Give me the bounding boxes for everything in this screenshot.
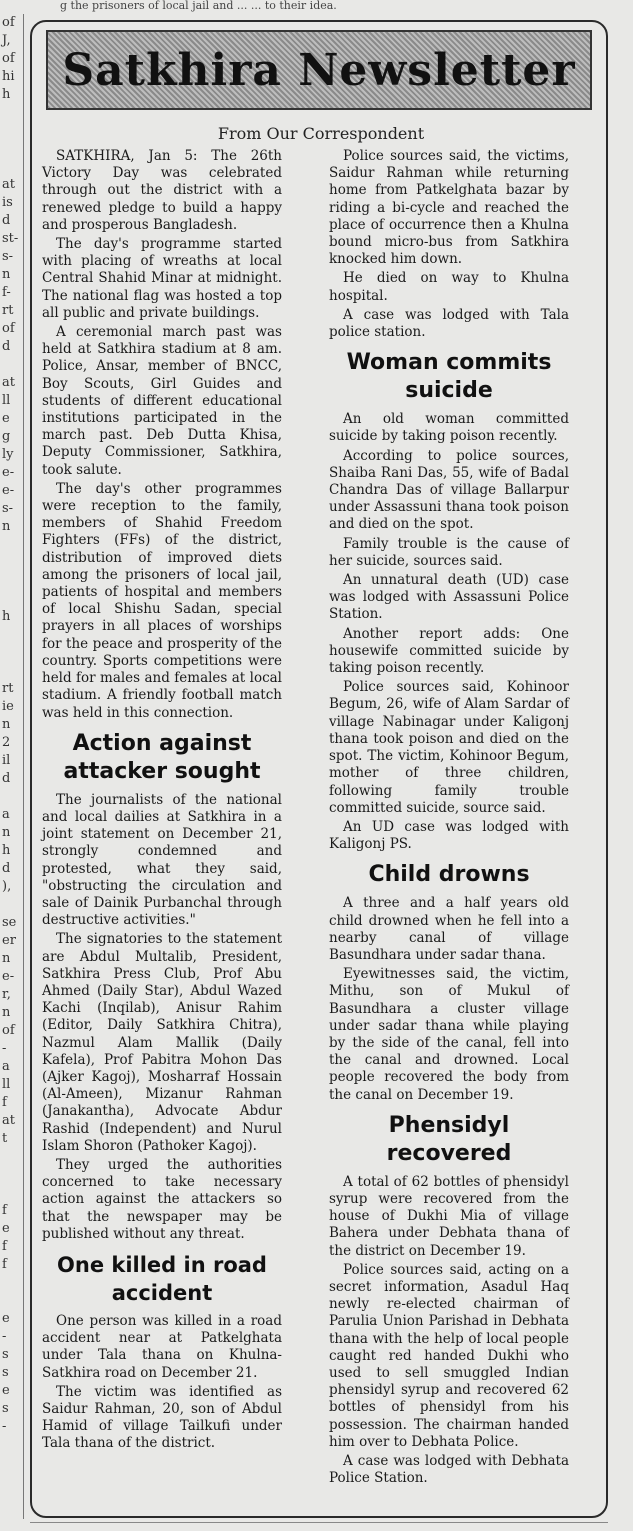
masthead — [46, 30, 592, 110]
article-paragraph: An old woman committed suicide by taking poison recently. — [329, 411, 569, 445]
gutter-fragment: s — [2, 1401, 9, 1416]
gutter-fragment: h — [2, 609, 11, 624]
newsletter-frame — [30, 20, 608, 1518]
gutter-fragment: at — [2, 375, 15, 390]
gutter-fragment: a — [2, 807, 10, 822]
gutter-fragment: e — [2, 411, 10, 426]
gutter-fragment: f — [2, 1239, 7, 1254]
right-column — [329, 148, 569, 1489]
gutter-fragment — [2, 788, 23, 806]
gutter-fragment: 2 — [2, 735, 11, 750]
headline-woman-commits-suicide: Woman commits suicide — [346, 350, 552, 404]
gutter-fragment: at — [2, 1113, 15, 1128]
gutter-fragment: ll — [2, 1077, 11, 1092]
article-paragraph: A case was lodged with Debhata Police Station. — [329, 1453, 569, 1487]
gutter-fragment — [2, 572, 23, 590]
gutter-fragment: st- — [2, 231, 19, 246]
gutter-fragment — [2, 554, 23, 572]
gutter-fragment: n — [2, 1005, 11, 1020]
masthead-title: Satkhira Newsletter — [62, 44, 576, 96]
gutter-fragment: e — [2, 1221, 10, 1236]
gutter-fragment — [2, 590, 23, 608]
article-paragraph: The day's programme started with placing of wreaths at local Central Shahid Minar at midnight. The national flag was hosted a top all public and private buildings. — [42, 236, 282, 321]
gutter-fragment: n — [2, 519, 11, 534]
article-paragraph: An UD case was lodged with Kaligonj PS. — [329, 818, 569, 853]
gutter-fragment: se — [2, 915, 17, 930]
gutter-fragment — [2, 122, 23, 140]
gutter-fragment: h — [2, 843, 11, 858]
gutter-fragment: e — [2, 1311, 10, 1326]
gutter-fragment: h — [2, 87, 11, 102]
gutter-fragment: g — [2, 429, 11, 444]
article-paragraph: Another report adds: One housewife committed suicide by taking poison recently. — [329, 625, 569, 677]
article-paragraph: The signatories to the statement are Abdul Multalib, President, Satkhira Press Club, Prof Abu Ahmed (Daily Star), Abdul Wazed Kachi (Inqilab), Anisur Rahim (Editor, Daily Satkhira Chitra), Nazmul Alam Mallik (Daily Kafela), Prof Pabitra Mohon Das (Ajker Kagoj), Mosharraf Hossain (Al-Ameen), Mizanur Rahman (Janakantha), Advocate Abdur Rashid (Independent) and Nurul Islam Shoron (Pathoker Kagoj). — [42, 931, 282, 1154]
gutter-fragment: - — [2, 1329, 7, 1344]
gutter-fragment: e- — [2, 483, 15, 498]
headline-action-against-attacker: Action against attacker sought — [63, 730, 261, 784]
adjacent-column-fragment — [0, 14, 24, 1519]
gutter-fragment: s — [2, 1365, 9, 1380]
article-paragraph: One person was killed in a road accident near at Patkelghata under Tala thana on Khulna-Satkhira road on December 21. — [42, 1312, 282, 1381]
gutter-fragment: r, — [2, 987, 11, 1002]
article-paragraph: A ceremonial march past was held at Satkhira stadium at 8 am. Police, Ansar, member of BNCC, Boy Scouts, Girl Guides and students of different educational institutions participated in the march past. Deb Dutta Khisa, Deputy Commissioner, Satkhira, took salute. — [42, 324, 282, 478]
gutter-fragment: d — [2, 213, 11, 228]
bottom-edge-divider — [30, 1522, 608, 1529]
gutter-fragment: of — [2, 321, 15, 336]
gutter-fragment — [2, 644, 23, 662]
gutter-fragment — [2, 662, 23, 680]
gutter-fragment: at — [2, 177, 15, 192]
gutter-fragment: d — [2, 339, 11, 354]
headline-road-accident: One killed in road accident — [57, 1252, 267, 1305]
headline-child-drowns: Child drowns — [368, 862, 530, 888]
gutter-fragment: f — [2, 1095, 7, 1110]
gutter-fragment: J, — [2, 33, 11, 48]
gutter-fragment: ll — [2, 393, 11, 408]
gutter-fragment: n — [2, 267, 11, 282]
gutter-fragment: d — [2, 771, 11, 786]
gutter-fragment: of — [2, 51, 15, 66]
gutter-fragment: ly — [2, 447, 14, 462]
gutter-fragment: e- — [2, 969, 15, 984]
gutter-fragment — [2, 536, 23, 554]
gutter-fragment: il — [2, 753, 11, 768]
gutter-fragment: e- — [2, 465, 15, 480]
previous-page-strip: g the prisoners of local jail and ... ... to their idea. — [60, 0, 337, 12]
gutter-fragment — [2, 626, 23, 644]
article-paragraph: They urged the authorities concerned to take necessary action against the attackers so that the newspaper may be published without any threat. — [42, 1156, 282, 1242]
gutter-fragment — [2, 158, 23, 176]
gutter-fragment: n — [2, 951, 11, 966]
article-paragraph: He died on way to Khulna hospital. — [329, 270, 569, 304]
article-paragraph: An unnatural death (UD) case was lodged with Assassuni Police Station. — [329, 572, 569, 623]
article-paragraph: The victim was identified as Saidur Rahman, 20, son of Abdul Hamid of village Tailkufi under Tala thana of the district. — [42, 1383, 282, 1452]
gutter-fragment: s — [2, 1347, 9, 1362]
gutter-fragment: er — [2, 933, 16, 948]
gutter-fragment: t — [2, 1131, 8, 1146]
article-paragraph: Police sources said, the victims, Saidur Rahman while returning home from Patkelghata bazar by riding a bi-cycle and reached the place of occurrence then a Khulna bound micro-bus from Satkhira knocked him down. — [329, 148, 569, 268]
article-paragraph: A case was lodged with Tala police station. — [329, 306, 569, 341]
article-paragraph: According to police sources, Shaiba Rani Das, 55, wife of Badal Chandra Das of village Ballarpur under Assassuni thana took poison and died on the spot. — [329, 447, 569, 533]
gutter-fragment: of — [2, 15, 15, 30]
article-paragraph: The journalists of the national and local dailies at Satkhira in a joint statement on December 21, strongly condemned and protested, what they said, "obstructing the circulation and sale of Dainik Purbanchal through destructive activities." — [42, 791, 282, 929]
left-column — [42, 148, 282, 1455]
gutter-fragment: f — [2, 1203, 7, 1218]
byline: From Our Correspondent — [217, 124, 425, 143]
gutter-fragment — [2, 896, 23, 914]
article-paragraph: Family trouble is the cause of her suicide, sources said. — [329, 535, 569, 569]
gutter-fragment: rt — [2, 303, 14, 318]
gutter-fragment: n — [2, 825, 11, 840]
gutter-fragment: - — [2, 1041, 7, 1056]
gutter-fragment — [2, 1292, 23, 1310]
article-paragraph: The day's other programmes were reception to the family, members of Shahid Freedom Fighters (FFs) of the district, distribution of improved diets among the prisoners of local jail, patients of hospital and members of local Shishu Sadan, special prayers in all places of worships for the peace and prosperity of the country. Sports competitions were held for males and females at local stadium. A friendly football match was held in this connection. — [42, 480, 282, 721]
gutter-fragment: f- — [2, 285, 11, 300]
gutter-fragment — [2, 356, 23, 374]
gutter-fragment: d — [2, 861, 11, 876]
gutter-fragment: s- — [2, 249, 14, 264]
gutter-fragment: e — [2, 1383, 10, 1398]
headline-phensidyl-recovered: Phensidyl recovered — [386, 1112, 512, 1166]
gutter-fragment — [2, 140, 23, 158]
gutter-fragment: hi — [2, 69, 15, 84]
article-paragraph: Eyewitnesses said, the victim, Mithu, son of Mukul of Basundhara a cluster village under sadar thana while playing by the side of the canal, fell into the canal and drowned. Local people recovered the body from the canal on December 19. — [329, 966, 569, 1103]
gutter-fragment: s- — [2, 501, 14, 516]
gutter-fragment: a — [2, 1059, 10, 1074]
gutter-fragment — [2, 1184, 23, 1202]
article-paragraph: A three and a half years old child drowned when he fell into a nearby canal of village Basundhara under sadar thana. — [329, 895, 569, 963]
gutter-fragment: of — [2, 1023, 15, 1038]
gutter-fragment — [2, 104, 23, 122]
gutter-fragment: ), — [2, 879, 12, 894]
article-paragraph: SATKHIRA, Jan 5: The 26th Victory Day was celebrated through out the district with a renewed pledge to build a happy and prosperous Bangladesh. — [42, 148, 282, 233]
gutter-fragment: ie — [2, 699, 14, 714]
article-paragraph: A total of 62 bottles of phensidyl syrup were recovered from the house of Dukhi Mia of village Bahera under Debhata thana of the district on December 19. — [329, 1173, 569, 1259]
gutter-fragment: is — [2, 195, 13, 210]
gutter-fragment — [2, 1166, 23, 1184]
article-paragraph: Police sources said, acting on a secret information, Asadul Haq newly re-elected chairman of Parulia Union Parishad in Debhata thana with the help of local people caught red handed Dukhi who used to sell smuggled Indian phensidyl syrup and recovered 62 bottles of phensidyl from his possession. The chairman handed him over to Debhata Police. — [329, 1261, 569, 1450]
gutter-fragment: f — [2, 1257, 7, 1272]
gutter-fragment: rt — [2, 681, 14, 696]
gutter-fragment: - — [2, 1419, 7, 1434]
gutter-fragment — [2, 1148, 23, 1166]
article-paragraph: Police sources said, Kohinoor Begum, 26, wife of Alam Sardar of village Nabinagar under Kaligonj thana took poison and died on the spot. The victim, Kohinoor Begum, mother of three children, following family trouble committed suicide, source said. — [329, 679, 569, 816]
gutter-fragment — [2, 1274, 23, 1292]
gutter-fragment: n — [2, 717, 11, 732]
